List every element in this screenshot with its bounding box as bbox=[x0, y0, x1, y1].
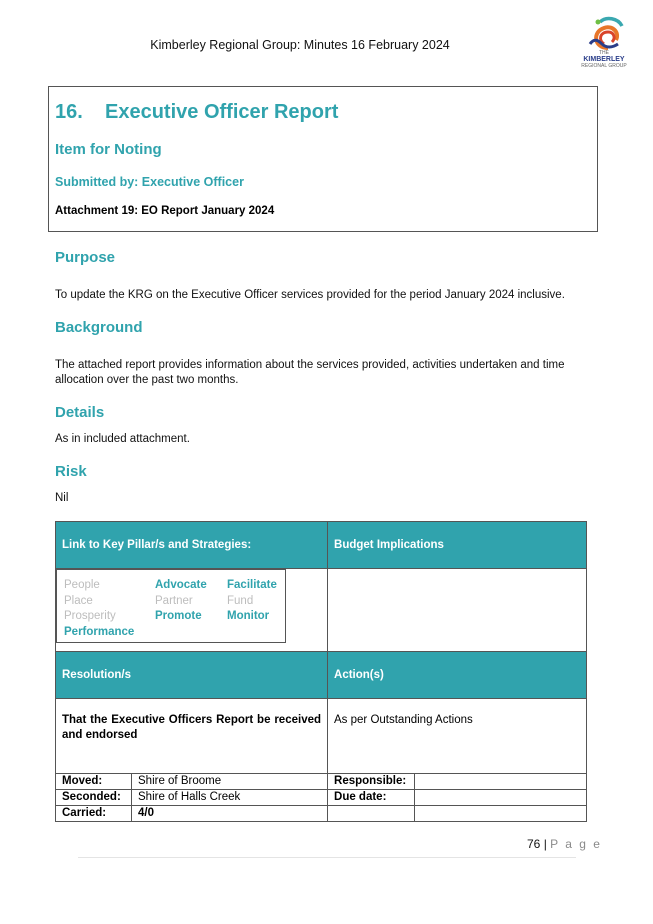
item-type: Item for Noting bbox=[55, 141, 162, 158]
resolution-table bbox=[55, 521, 587, 822]
strategy-facilitate: Facilitate bbox=[227, 579, 277, 591]
action-text: As per Outstanding Actions bbox=[334, 714, 473, 726]
item-title: Executive Officer Report bbox=[105, 101, 339, 123]
pillars-cell bbox=[56, 569, 328, 652]
purpose-heading: Purpose bbox=[55, 249, 116, 266]
pillar-prosperity: Prosperity bbox=[64, 610, 116, 622]
seconded-value: Shire of Halls Creek bbox=[132, 790, 328, 806]
pillar-people: People bbox=[64, 579, 100, 591]
logo-wordmark: THE KIMBERLEY REGIONAL GROUP bbox=[581, 50, 627, 69]
page-number: 76 bbox=[527, 837, 541, 851]
attachment-line: Attachment 19: EO Report January 2024 bbox=[55, 205, 275, 217]
details-text: As in included attachment. bbox=[55, 433, 190, 445]
key-pillars-header: Link to Key Pillar/s and Strategies: bbox=[56, 522, 328, 569]
purpose-text: To update the KRG on the Executive Officer services provided for the period January 2024 inclusive. bbox=[55, 289, 565, 301]
running-header: Kimberley Regional Group: Minutes 16 February 2024 bbox=[150, 38, 450, 52]
submitted-by: Submitted by: Executive Officer bbox=[55, 175, 244, 189]
responsible-value bbox=[415, 774, 587, 790]
pillar-place: Place bbox=[64, 594, 93, 607]
seconded-label: Seconded: bbox=[56, 790, 132, 806]
budget-cell bbox=[328, 569, 587, 652]
details-heading: Details bbox=[55, 404, 105, 421]
carried-value: 4/0 bbox=[132, 806, 328, 822]
strategy-advocate: Advocate bbox=[155, 579, 207, 591]
responsible-label: Responsible: bbox=[328, 774, 415, 790]
resolution-header: Resolution/s bbox=[56, 652, 328, 699]
background-text: The attached report provides information about the services provided, activities undertaken and time allocation over the past two months. bbox=[55, 359, 565, 386]
actions-header: Action(s) bbox=[328, 652, 587, 699]
footer-divider bbox=[78, 857, 576, 858]
pillar-performance: Performance bbox=[64, 625, 135, 638]
resolution-text: That the Executive Officers Report be received and endorsed bbox=[62, 714, 322, 741]
pillars-box bbox=[56, 569, 286, 643]
budget-header: Budget Implications bbox=[328, 522, 587, 569]
moved-value: Shire of Broome bbox=[132, 774, 328, 790]
carried-label: Carried: bbox=[56, 806, 132, 822]
page-label: P a g e bbox=[550, 837, 602, 851]
due-date-value bbox=[415, 790, 587, 806]
page-footer bbox=[527, 837, 602, 851]
strategy-promote: Promote bbox=[155, 610, 202, 622]
action-cell bbox=[328, 699, 587, 774]
item-title-box bbox=[48, 86, 598, 232]
moved-label: Moved: bbox=[56, 774, 132, 790]
empty-cell-left bbox=[328, 806, 415, 822]
item-heading bbox=[55, 101, 338, 124]
strategy-fund: Fund bbox=[227, 594, 254, 607]
footer-separator: | bbox=[543, 837, 547, 851]
strategy-monitor: Monitor bbox=[227, 610, 270, 622]
item-number: 16. bbox=[55, 101, 83, 123]
resolution-cell bbox=[56, 699, 328, 774]
strategy-partner: Partner bbox=[155, 594, 193, 607]
empty-cell-right bbox=[415, 806, 587, 822]
risk-text: Nil bbox=[55, 492, 69, 504]
risk-heading: Risk bbox=[55, 463, 87, 480]
background-heading: Background bbox=[55, 319, 143, 336]
due-date-label: Due date: bbox=[328, 790, 415, 806]
